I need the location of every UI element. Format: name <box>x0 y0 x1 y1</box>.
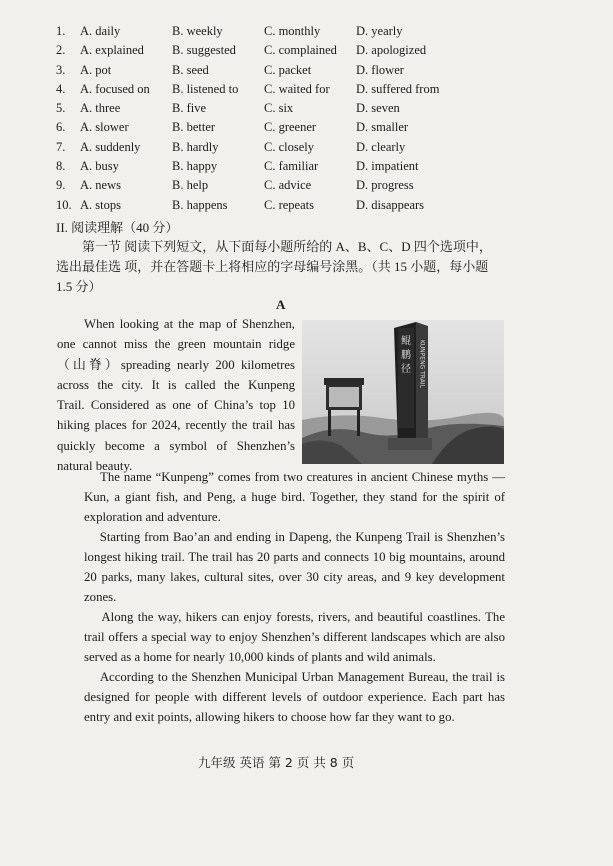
passage-paragraph-4: Along the way, hikers can enjoy forests, rivers, and beautiful coastlines. The trail offers a special way to enjoy Shenzhen’s different landscapes which are also served as a home for nearly 10,000 kinds of plants and wild animals. <box>84 610 506 664</box>
photo-sign-cn: 鲲 <box>401 336 411 347</box>
question-number: 5. <box>56 101 66 116</box>
paragraph-line: When looking at the map of Shenzhen, <box>84 317 295 331</box>
question-number: 8. <box>56 159 66 174</box>
option-c: C. advice <box>264 178 312 193</box>
option-b: B. happens <box>172 197 228 212</box>
option-a: A. daily <box>80 24 121 38</box>
passage-paragraph-5: According to the Shenzhen Municipal Urban Management Bureau, the trail is designed for people with different levels of outdoor experience. Each part has entry and exit points, allowing hikers to choose how far they want to go. <box>84 670 505 724</box>
svg-text:鹏: 鹏 <box>401 350 411 361</box>
option-a: A. pot <box>80 62 112 77</box>
question-number: 4. <box>56 81 66 96</box>
question-number: 7. <box>56 139 66 154</box>
option-b: B. help <box>172 178 209 193</box>
option-b: B. seed <box>172 62 209 77</box>
paragraph-line: across the city. It is called the Kunpeng <box>57 377 295 392</box>
passage-paragraph-1 <box>57 314 295 476</box>
option-b: B. listened to <box>172 81 239 96</box>
option-d: D. impatient <box>356 159 419 174</box>
option-b: B. five <box>172 101 207 116</box>
question-number: 3. <box>56 62 66 77</box>
option-b: B. hardly <box>172 139 219 154</box>
option-row <box>56 99 576 118</box>
paragraph-line: hiking places for 2024, recently the trail has <box>57 418 295 433</box>
option-d: D. yearly <box>356 24 403 38</box>
option-d: D. disappears <box>356 197 425 212</box>
option-row <box>56 196 576 215</box>
option-b: B. weekly <box>172 24 223 38</box>
option-d: D. seven <box>356 101 400 116</box>
option-c: C. six <box>264 101 294 116</box>
option-b: B. better <box>172 120 216 135</box>
option-a: A. three <box>80 101 121 116</box>
option-c: C. greener <box>264 120 317 135</box>
option-d: D. progress <box>356 178 414 193</box>
option-row <box>56 157 576 176</box>
option-b: B. happy <box>172 159 218 174</box>
passage-paragraph-2: The name “Kunpeng” comes from two creatures in ancient Chinese myths —Kun, a giant fish, and Peng, a huge bird. Together, they stand for the spirit of exploration and adventure. <box>84 470 505 524</box>
svg-text:KUNPENG TRAIL: KUNPENG TRAIL <box>418 340 426 388</box>
section-title: II. 阅读理解（40 分） <box>56 220 179 235</box>
option-b: B. suggested <box>172 43 236 58</box>
trail-photo <box>302 320 504 464</box>
option-c: C. closely <box>264 139 314 154</box>
option-a: A. explained <box>80 43 144 58</box>
option-c: C. waited for <box>264 81 330 96</box>
paragraph-line: Trail. Considered as one of China’s top 10 <box>57 398 295 413</box>
option-a: A. focused on <box>80 81 150 96</box>
question-number: 2. <box>56 43 66 58</box>
option-c: C. repeats <box>264 197 314 212</box>
svg-text:径: 径 <box>401 364 411 375</box>
option-d: D. smaller <box>356 120 409 135</box>
section-instruction: 第一节 阅读下列短文，从下面每小题所给的 A、B、C、D 四个选项中，选出最佳选 项，并在答题卡上将相应的字母编号涂黑。（共 15 小题，每小题 1.5 分） <box>56 239 492 294</box>
option-row <box>56 176 576 195</box>
option-a: A. news <box>80 178 121 193</box>
option-a: A. stops <box>80 197 121 212</box>
paragraph-line: natural beauty. <box>57 459 133 474</box>
option-d: D. flower <box>356 62 404 77</box>
option-row <box>56 80 576 99</box>
question-number: 1. <box>56 24 66 38</box>
option-row <box>56 41 576 60</box>
passage-label: A <box>276 297 286 312</box>
option-a: A. suddenly <box>80 139 141 154</box>
page-footer: 九年级 英语 第 2 页 共 8 页 <box>198 755 355 770</box>
option-c: C. packet <box>264 62 312 77</box>
option-c: C. familiar <box>264 159 319 174</box>
option-row <box>56 138 576 157</box>
option-d: D. clearly <box>356 139 406 154</box>
paragraph-line: one cannot miss the green mountain ridge <box>57 337 295 352</box>
question-number: 6. <box>56 120 66 135</box>
paragraph-line: （山脊）spreading nearly 200 kilometres <box>57 357 295 372</box>
options-list <box>56 22 576 215</box>
option-row <box>56 22 576 41</box>
question-number: 10. <box>56 197 72 212</box>
option-a: A. busy <box>80 159 119 174</box>
option-d: D. suffered from <box>356 81 440 96</box>
option-c: C. monthly <box>264 24 321 38</box>
option-a: A. slower <box>80 120 129 135</box>
option-row <box>56 118 576 137</box>
paragraph-line: quickly become a symbol of Shenzhen’s <box>57 438 295 453</box>
option-row <box>56 61 576 80</box>
passage-paragraph-3: Starting from Bao’an and ending in Dapeng, the Kunpeng Trail is Shenzhen’s longest hiking trail. The trail has 20 parts and connects 10 big mountains, around 20 parks, many lakes, cultural sites, over 30 city areas, and 9 key development zones. <box>84 530 506 604</box>
option-c: C. complained <box>264 43 337 58</box>
question-number: 9. <box>56 178 66 193</box>
option-d: D. apologized <box>356 43 427 58</box>
